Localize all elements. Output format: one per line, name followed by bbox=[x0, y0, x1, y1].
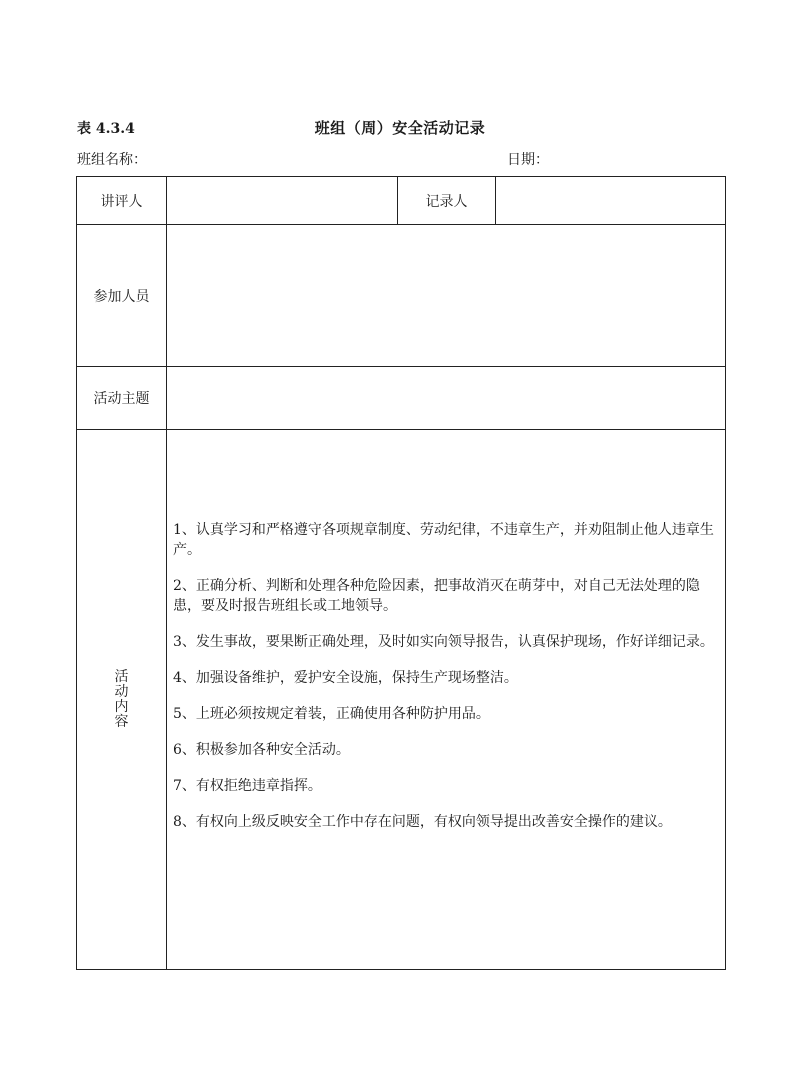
theme-row bbox=[77, 367, 726, 430]
content-label-cell bbox=[77, 430, 167, 970]
recorder-label: 记录人 bbox=[398, 177, 496, 225]
rule-item-3: 3、发生事故，要果断正确处理，及时如实向领导报告，认真保护现场，作好详细记录。 bbox=[173, 634, 714, 650]
rule-item-1: 1、认真学习和严格遵守各项规章制度、劳动纪律，不违章生产，并劝阻制止他人违章生产。 bbox=[173, 522, 714, 558]
content-label: 活动内容 bbox=[114, 668, 129, 730]
theme-field[interactable] bbox=[167, 367, 726, 430]
document-title: 班组（周）安全活动记录 bbox=[314, 119, 486, 137]
rule-item-4: 4、加强设备维护，爱护安全设施，保持生产现场整洁。 bbox=[173, 670, 518, 686]
speaker-row bbox=[77, 177, 726, 225]
speaker-field[interactable] bbox=[167, 177, 398, 225]
participants-field[interactable] bbox=[167, 225, 726, 367]
team-name-label: 班组名称： bbox=[77, 152, 147, 168]
rule-item-8: 8、有权向上级反映安全工作中存在问题，有权向领导提出改善安全操作的建议。 bbox=[173, 814, 672, 830]
rule-item-6: 6、积极参加各种安全活动。 bbox=[173, 742, 350, 758]
rule-item-7: 7、有权拒绝违章指挥。 bbox=[173, 778, 322, 794]
content-field[interactable] bbox=[167, 430, 726, 970]
participants-label: 参加人员 bbox=[77, 225, 167, 367]
content-row bbox=[77, 430, 726, 970]
speaker-label: 讲评人 bbox=[77, 177, 167, 225]
table-number: 表 4.3.4 bbox=[77, 121, 135, 137]
activity-record-table bbox=[76, 176, 726, 970]
theme-label: 活动主题 bbox=[77, 367, 167, 430]
participants-row bbox=[77, 225, 726, 367]
recorder-field[interactable] bbox=[496, 177, 726, 225]
rule-item-5: 5、上班必须按规定着装，正确使用各种防护用品。 bbox=[173, 706, 490, 722]
date-label: 日期： bbox=[507, 152, 549, 168]
rule-item-2: 2、正确分析、判断和处理各种危险因素，把事故消灭在萌芽中，对自己无法处理的隐患，要及时报告班组长或工地领导。 bbox=[173, 578, 700, 614]
